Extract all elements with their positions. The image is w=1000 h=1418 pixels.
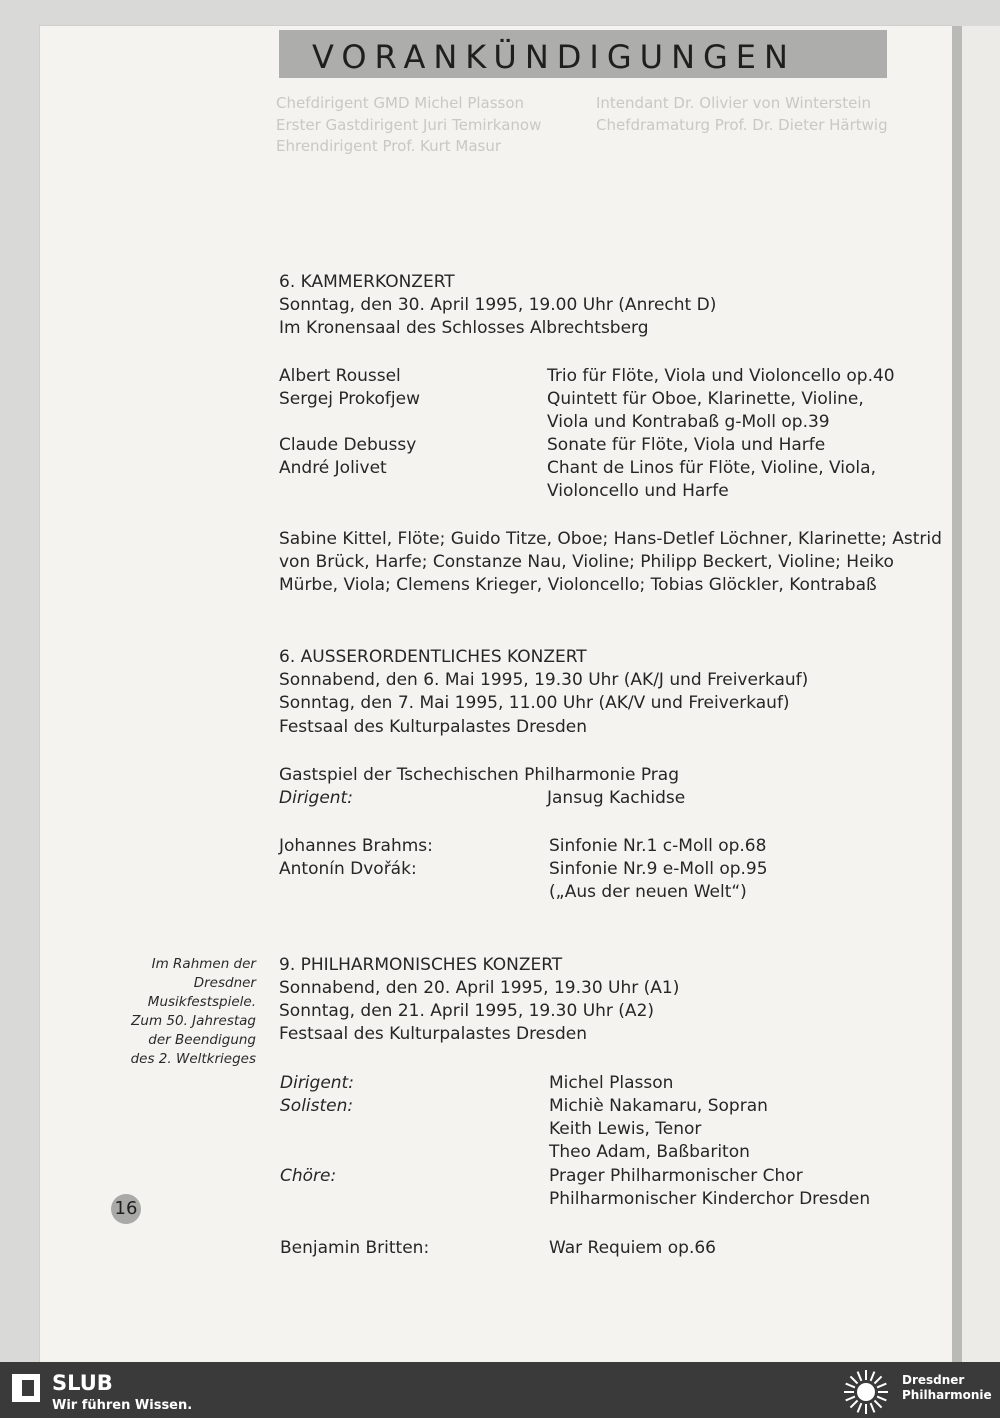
- performers-line: Mürbe, Viola; Clemens Krieger, Violoncello; Tobias Glöckler, Kontrabaß: [279, 575, 877, 595]
- concert-title: 6. AUSSERORDENTLICHES KONZERT: [279, 647, 587, 667]
- slub-logo-icon: [12, 1374, 40, 1402]
- work-title: Quintett für Oboe, Klarinette, Violine,: [547, 389, 864, 409]
- concert-date: Sonntag, den 7. Mai 1995, 11.00 Uhr (AK/V und Freiverkauf): [279, 693, 790, 713]
- choir-name: Prager Philharmonischer Chor: [549, 1166, 803, 1186]
- performers-line: Sabine Kittel, Flöte; Guido Titze, Oboe; Hans-Detlef Löchner, Klarinette; Astrid: [279, 529, 942, 549]
- soloist-name: Michiè Nakamaru, Sopran: [549, 1096, 768, 1116]
- concert-venue: Festsaal des Kulturpalastes Dresden: [279, 717, 588, 737]
- choirs-label: Chöre:: [280, 1166, 337, 1186]
- side-note-line: Dresdner: [193, 975, 256, 991]
- show-through-text: Intendant Dr. Olivier von Winterstein: [596, 94, 872, 112]
- partner-name-line: Philharmonie: [902, 1388, 992, 1402]
- philharmonie-logo-icon: [842, 1368, 890, 1416]
- concert-date: Sonntag, den 30. April 1995, 19.00 Uhr (Anrecht D): [279, 295, 717, 315]
- conductor-label: Dirigent:: [279, 788, 353, 808]
- side-note: [116, 955, 256, 1069]
- concert-date: Sonnabend, den 6. Mai 1995, 19.30 Uhr (AK/J und Freiverkauf): [279, 670, 809, 690]
- concert-venue: Festsaal des Kulturpalastes Dresden: [279, 1024, 588, 1044]
- page-number: 16: [111, 1194, 141, 1224]
- partner-name: [902, 1373, 992, 1403]
- composer-name: André Jolivet: [279, 458, 387, 478]
- work-title: Violoncello und Harfe: [547, 481, 729, 501]
- work-title: Chant de Linos für Flöte, Violine, Viola,: [547, 458, 876, 478]
- show-through-text: Ehrendirigent Prof. Kurt Masur: [276, 137, 502, 155]
- side-note-line: Im Rahmen der: [151, 956, 256, 972]
- concert-venue: Im Kronensaal des Schlosses Albrechtsberg: [279, 318, 649, 338]
- library-name: SLUB: [52, 1371, 113, 1395]
- adjacent-page-edge: [962, 26, 1000, 1362]
- library-tagline: Wir führen Wissen.: [52, 1398, 193, 1413]
- partner-name-line: Dresdner: [902, 1373, 965, 1387]
- conductor-name: Jansug Kachidse: [547, 788, 686, 808]
- side-note-line: der Beendigung: [148, 1032, 256, 1048]
- soloists-label: Solisten:: [280, 1096, 354, 1116]
- concert-title: 9. PHILHARMONISCHES KONZERT: [279, 955, 563, 975]
- composer-name: Johannes Brahms:: [279, 836, 433, 856]
- page-title: VORANKÜNDIGUNGEN: [312, 38, 796, 76]
- guest-note: Gastspiel der Tschechischen Philharmonie Prag: [279, 765, 680, 785]
- work-title: Viola und Kontrabaß g-Moll op.39: [547, 412, 830, 432]
- composer-name: Sergej Prokofjew: [279, 389, 420, 409]
- side-note-line: Musikfestspiele.: [147, 994, 256, 1010]
- show-through-text: Erster Gastdirigent Juri Temirkanow: [276, 116, 542, 134]
- concert-date: Sonntag, den 21. April 1995, 19.30 Uhr (A2): [279, 1001, 655, 1021]
- side-note-line: des 2. Weltkrieges: [130, 1051, 256, 1067]
- conductor-label: Dirigent:: [280, 1073, 354, 1093]
- composer-name: Albert Roussel: [279, 366, 401, 386]
- composer-name: Benjamin Britten:: [280, 1238, 430, 1258]
- concert-title: 6. KAMMERKONZERT: [279, 272, 455, 292]
- side-note-line: Zum 50. Jahrestag: [131, 1013, 256, 1029]
- work-title: Sinfonie Nr.1 c-Moll op.68: [549, 836, 767, 856]
- conductor-name: Michel Plasson: [549, 1073, 674, 1093]
- composer-name: Antonín Dvořák:: [279, 859, 417, 879]
- show-through-text: Chefdramaturg Prof. Dr. Dieter Härtwig: [596, 116, 888, 134]
- work-title: („Aus der neuen Welt“): [549, 882, 747, 902]
- performers-line: von Brück, Harfe; Constanze Nau, Violine; Philipp Beckert, Violine; Heiko: [279, 552, 894, 572]
- concert-date: Sonnabend, den 20. April 1995, 19.30 Uhr (A1): [279, 978, 680, 998]
- work-title: Sinfonie Nr.9 e-Moll op.95: [549, 859, 768, 879]
- composer-name: Claude Debussy: [279, 435, 417, 455]
- show-through-text: Chefdirigent GMD Michel Plasson: [276, 94, 525, 112]
- work-title: Sonate für Flöte, Viola und Harfe: [547, 435, 826, 455]
- soloist-name: Theo Adam, Baßbariton: [549, 1142, 750, 1162]
- work-title: War Requiem op.66: [549, 1238, 716, 1258]
- choir-name: Philharmonischer Kinderchor Dresden: [549, 1189, 871, 1209]
- work-title: Trio für Flöte, Viola und Violoncello op.40: [547, 366, 895, 386]
- soloist-name: Keith Lewis, Tenor: [549, 1119, 702, 1139]
- page-spine: [952, 26, 962, 1362]
